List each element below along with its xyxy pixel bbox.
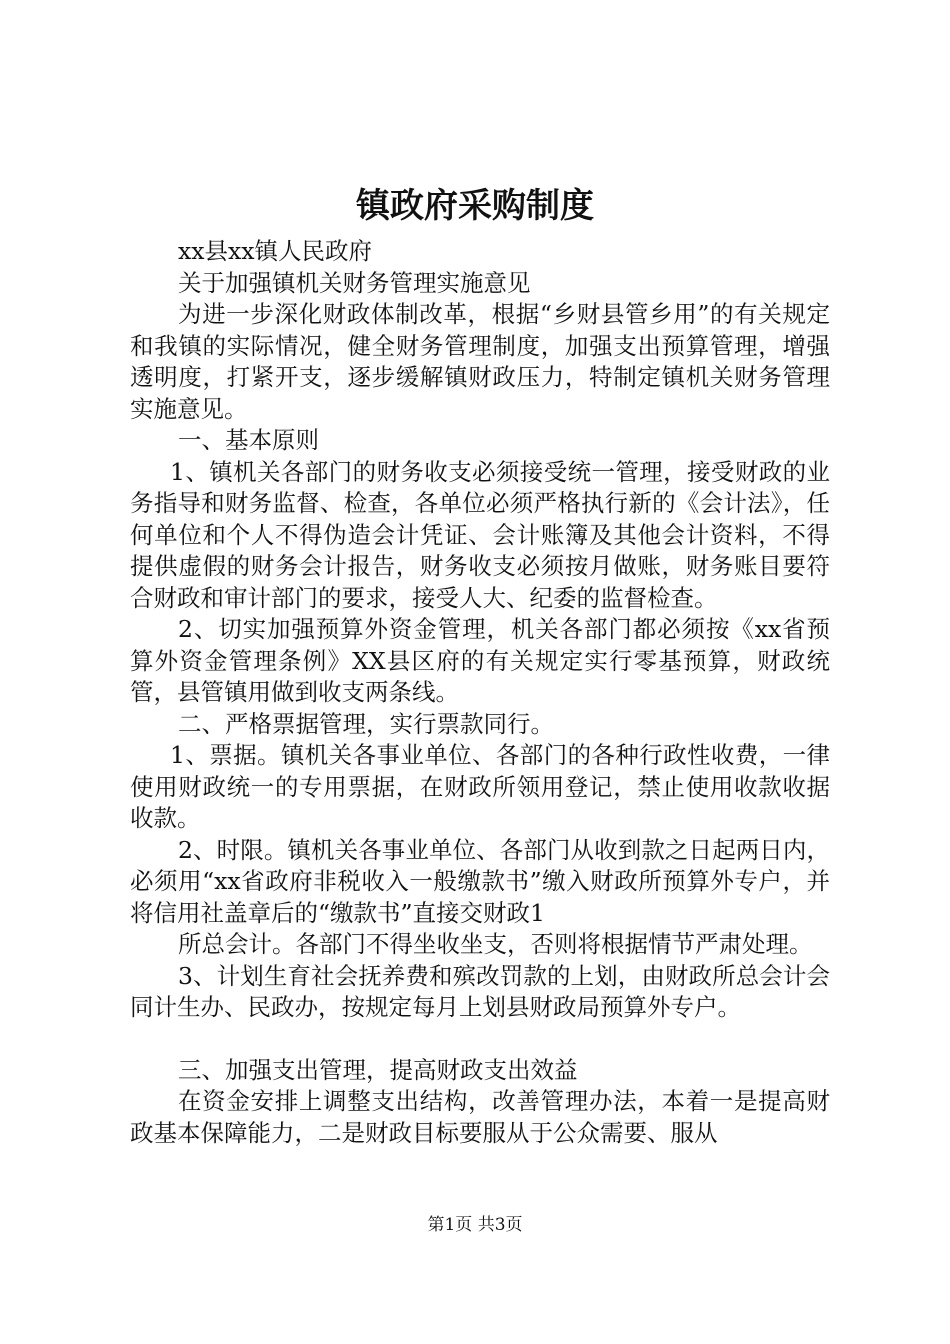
subtitle-line: 关于加强镇机关财务管理实施意见 bbox=[178, 268, 531, 297]
document-body bbox=[130, 236, 830, 1149]
section-heading-1: 一、基本原则 bbox=[178, 426, 319, 454]
paragraph-1-2: 2、切实加强预算外资金管理，机关各部门都必须按《xx省预算外资金管理条例》XX县区府的有关规定实行零基预算，财政统管，县管镇用做到收支两条线。 bbox=[130, 615, 830, 706]
paragraph-2-3: 3、计划生育社会抚养费和殡改罚款的上划，由财政所总会计会同计生办、民政办，按规定每月上划县财政局预算外专户。 bbox=[130, 961, 830, 1021]
paragraph-2-2: 2、时限。镇机关各事业单位、各部门从收到款之日起两日内，必须用“xx省政府非税收入一般缴款书”缴入财政所预算外专户，并将信用社盖章后的“缴款书”直接交财政1 bbox=[130, 835, 830, 927]
paragraph-1-1: 1、镇机关各部门的财务收支必须接受统一管理，接受财政的业务指导和财务监督、检查，各单位必须严格执行新的《会计法》，任何单位和个人不得伪造会计凭证、会计账簿及其他会计资料，不得提供虚假的财务会计报告，财务收支必须按月做账，财务账目要符合财政和审计部门的要求，接受人大、纪委的监督检查。 bbox=[130, 457, 830, 612]
issuer-line: xx县xx镇人民政府 bbox=[178, 237, 373, 265]
paragraph-2-1: 1、票据。镇机关各事业单位、各部门的各种行政性收费，一律使用财政统一的专用票据，在财政所领用登记，禁止使用收款收据收款。 bbox=[130, 741, 830, 832]
document-title: 镇政府采购制度 bbox=[356, 186, 594, 226]
section-heading-2: 二、严格票据管理，实行票款同行。 bbox=[178, 709, 554, 738]
paragraph-3-1: 在资金安排上调整支出结构，改善管理办法，本着一是提高财政基本保障能力，二是财政目标要服从于公众需要、服从 bbox=[130, 1087, 830, 1147]
blank-line bbox=[130, 1024, 830, 1055]
page-footer: 第1页 共3页 bbox=[427, 1215, 523, 1235]
section-heading-3: 三、加强支出管理，提高财政支出效益 bbox=[178, 1055, 578, 1084]
paragraph-2-2-cont: 所总会计。各部门不得坐收坐支，否则将根据情节严肃处理。 bbox=[178, 930, 813, 958]
paragraph-intro: 为进一步深化财政体制改革，根据“乡财县管乡用”的有关规定和我镇的实际情况，健全财务管理制度，加强支出预算管理，增强透明度，打紧开支，逐步缓解镇财政压力，特制定镇机关财务管理实施意见。 bbox=[130, 300, 830, 423]
